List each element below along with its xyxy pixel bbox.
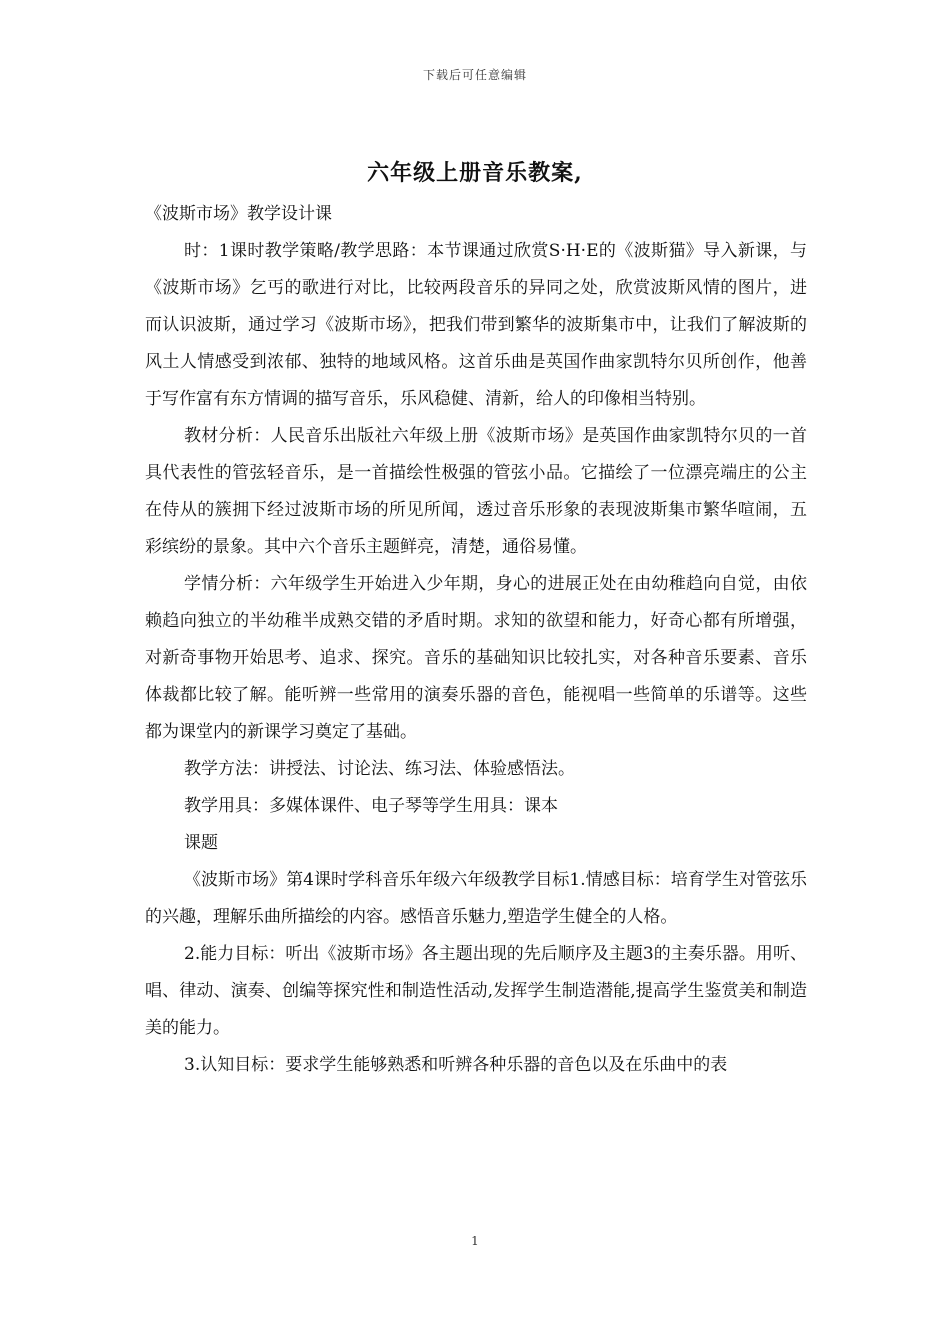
paragraph-ability-goal: 2.能力目标：听出《波斯市场》各主题出现的先后顺序及主题3的主奏乐器。用听、唱、律动、演奏、创编等探究性和制造性活动,发挥学生制造潜能,提高学生鉴赏美和制造美的能力。 [145,944,807,1038]
paragraph-student-analysis: 学情分析：六年级学生开始进入少年期，身心的进展正处在由幼稚趋向自觉，由依赖趋向独立的半幼稚半成熟交错的矛盾时期。求知的欲望和能力，好奇心都有所增强，对新奇事物开始思考、追求、探究。音乐的基础知识比较扎实，对各种音乐要素、音乐体裁都比较了解。能听辨一些常用的演奏乐器的音色，能视唱一些简单的乐谱等。这些都为课堂内的新课学习奠定了基础。 [145,574,807,742]
paragraph-topic-label: 课题 [184,833,218,853]
page-number: 1 [471,1234,479,1248]
header-note: 下载后可任意编辑 [422,68,527,82]
paragraph-cognitive-goal: 3.认知目标：要求学生能够熟悉和听辨各种乐器的音色以及在乐曲中的表 [184,1055,728,1075]
document-body [145,196,807,1084]
paragraph-teaching-tools: 教学用具：多媒体课件、电子琴等学生用具：课本 [184,796,558,816]
paragraph-teaching-methods: 教学方法：讲授法、讨论法、练习法、体验感悟法。 [184,759,575,779]
document-subtitle: 《波斯市场》教学设计课 [145,204,332,224]
paragraph-material-analysis: 教材分析：人民音乐出版社六年级上册《波斯市场》是英国作曲家凯特尔贝的一首具代表性的管弦轻音乐，是一首描绘性极强的管弦小品。它描绘了一位漂亮端庄的公主在侍从的簇拥下经过波斯市场的所见所闻，透过音乐形象的表现波斯集市繁华喧闹，五彩缤纷的景象。其中六个音乐主题鲜亮，清楚，通俗易懂。 [145,426,807,557]
document-title: 六年级上册音乐教案, [367,160,583,186]
paragraph-emotion-goal: 《波斯市场》第4课时学科音乐年级六年级教学目标1.情感目标：培育学生对管弦乐的兴趣，理解乐曲所描绘的内容。感悟音乐魅力,塑造学生健全的人格。 [145,870,807,927]
paragraph-lesson-time: 时：1课时教学策略/教学思路：本节课通过欣赏S·H·E的《波斯猫》导入新课，与《波斯市场》乞丐的歌进行对比，比较两段音乐的异同之处，欣赏波斯风情的图片，进而认识波斯，通过学习《波斯市场》，把我们带到繁华的波斯集市中，让我们了解波斯的风土人情感受到浓郁、独特的地域风格。这首乐曲是英国作曲家凯特尔贝所创作，他善于写作富有东方情调的描写音乐，乐风稳健、清新，给人的印像相当特别。 [145,241,807,409]
